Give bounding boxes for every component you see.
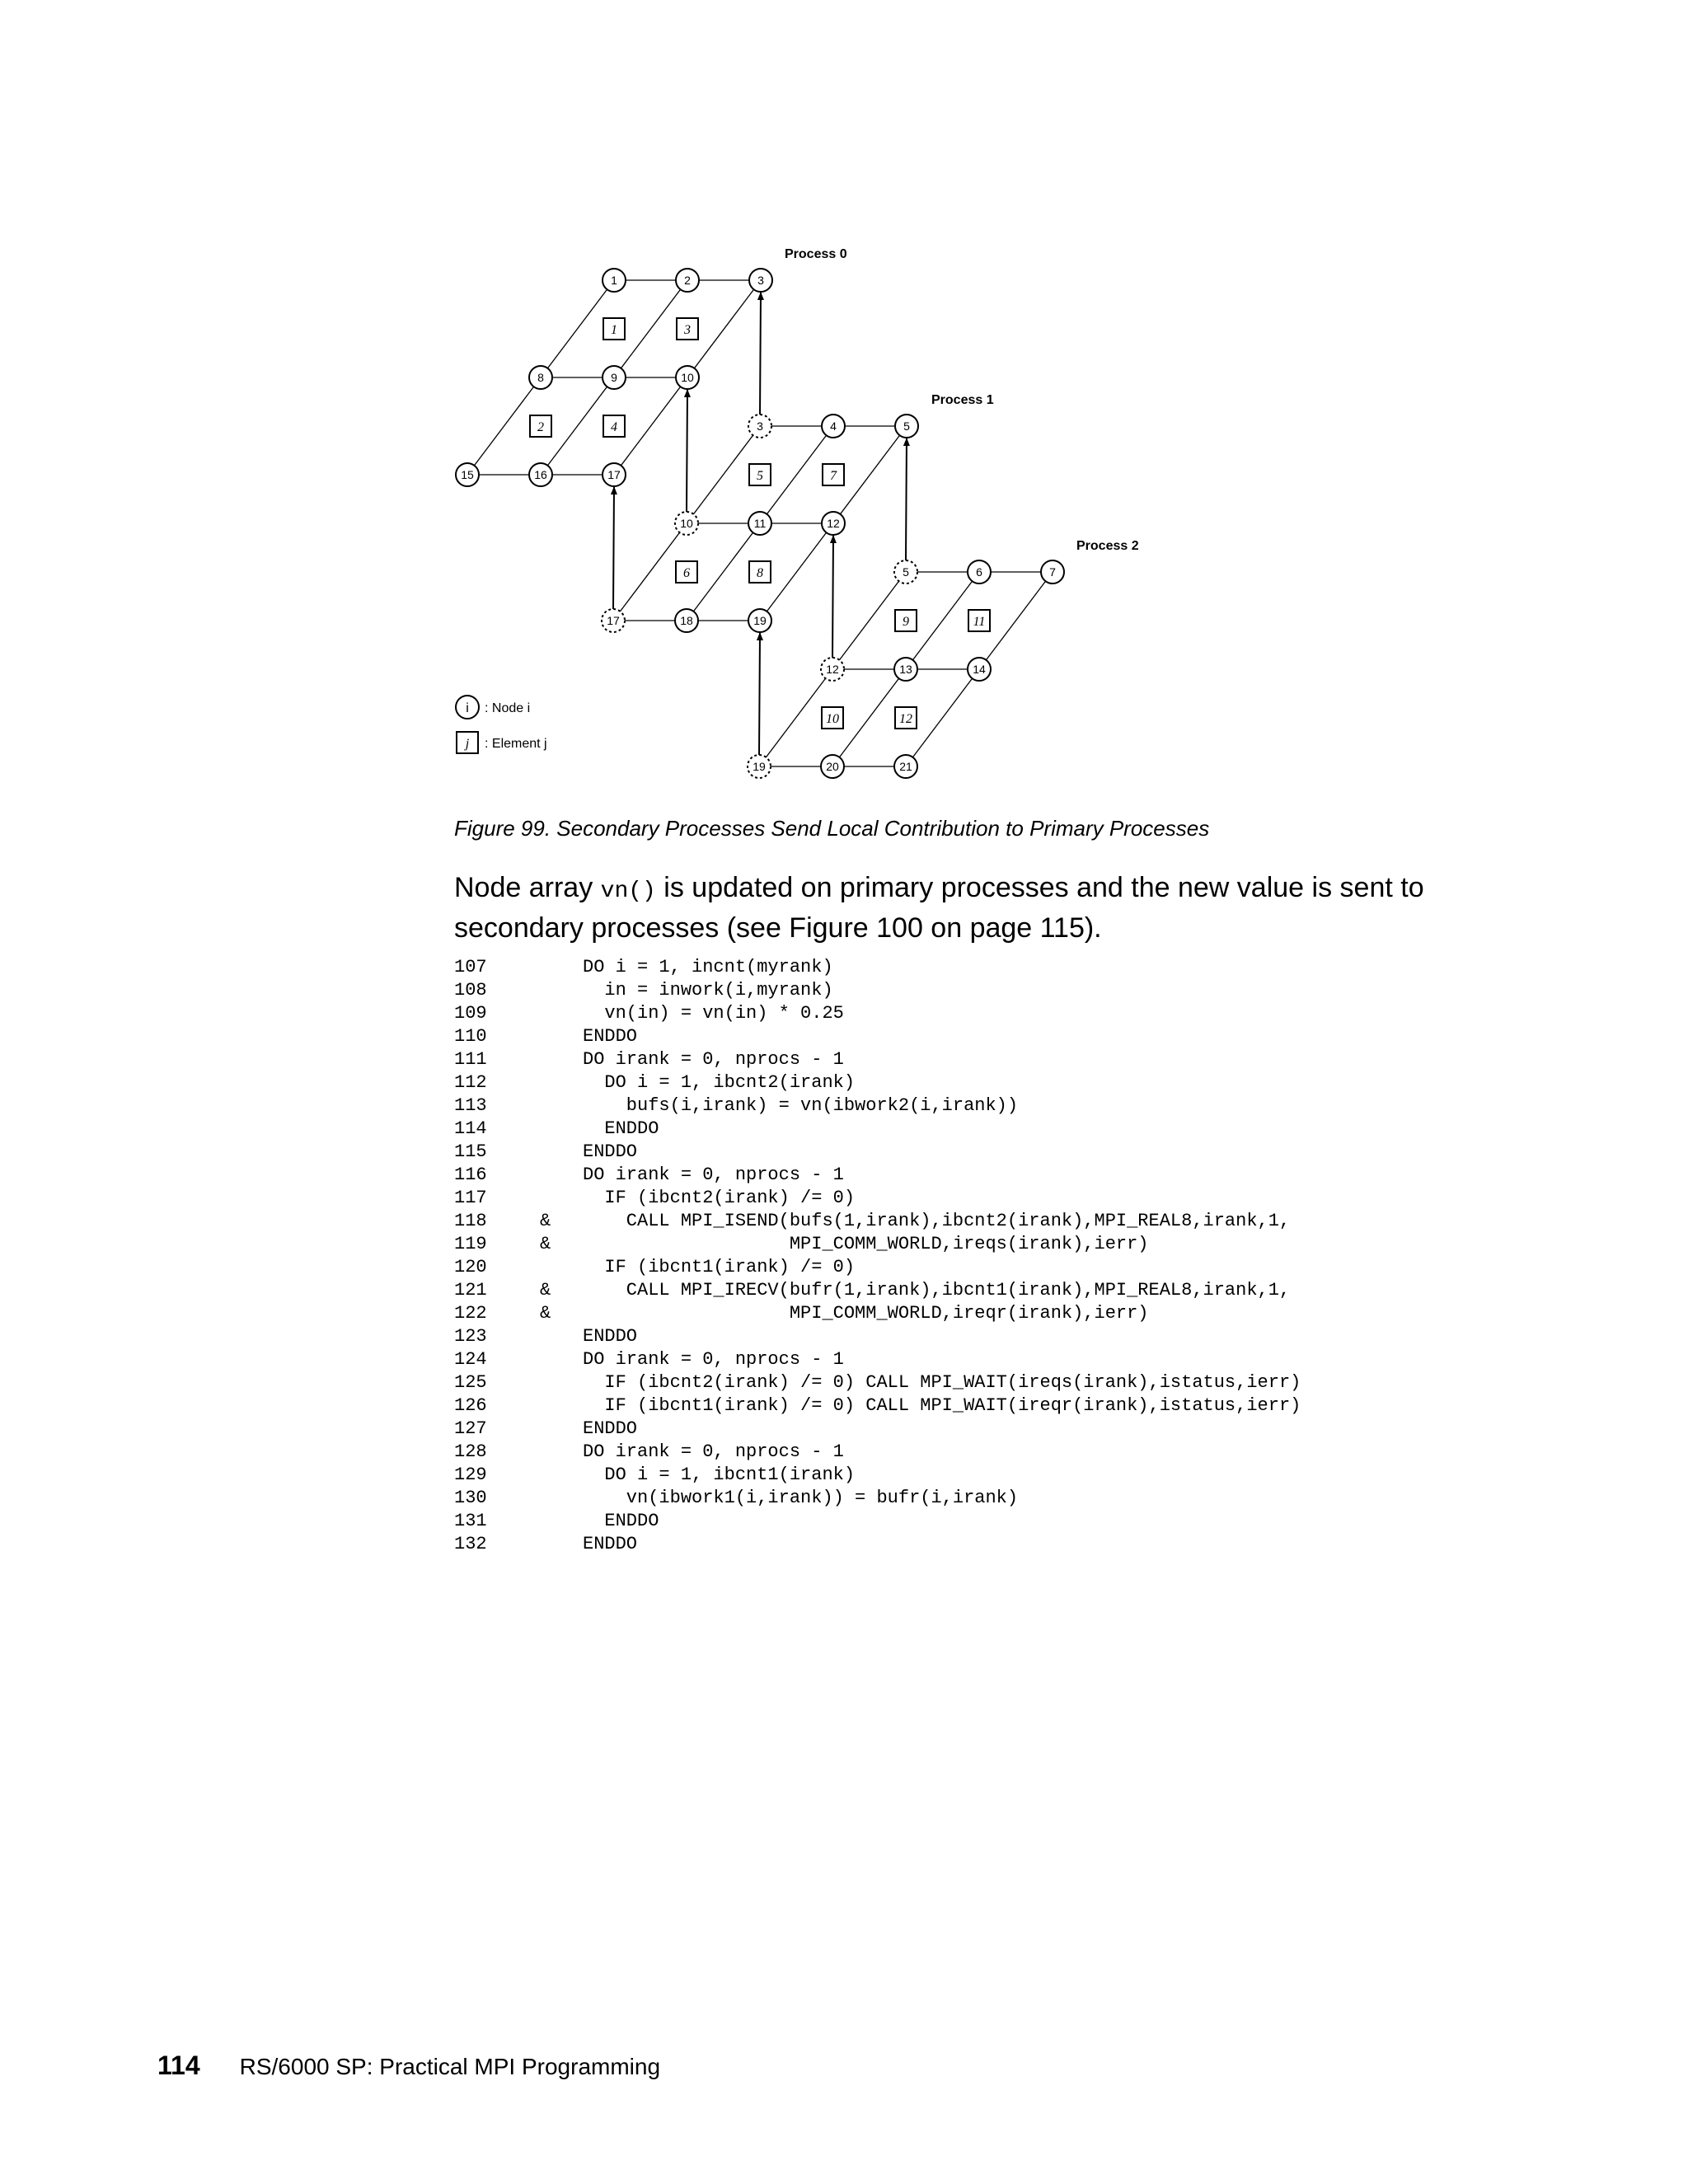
code-line-text: MPI_COMM_WORLD,ireqs(irank),ierr) — [583, 1234, 1149, 1254]
code-line-text: ENDDO — [583, 1326, 638, 1347]
code-line-number: 126 — [454, 1395, 487, 1416]
element-label: 8 — [757, 566, 763, 580]
code-line-text: ENDDO — [583, 1418, 638, 1439]
code-line — [454, 1049, 844, 1070]
node-label: 20 — [826, 760, 839, 773]
code-line — [454, 980, 833, 1001]
code-line-number: 116 — [454, 1165, 487, 1185]
mesh-partition-figure — [0, 0, 1688, 808]
element-label: 9 — [903, 615, 909, 629]
code-line-text: CALL MPI_IRECV(bufr(1,irank),ibcnt1(irank),MPI_REAL8,irank,1, — [583, 1280, 1291, 1301]
element-label: 3 — [684, 323, 691, 337]
node-label: 6 — [976, 565, 982, 579]
transfer-arrow — [759, 633, 760, 755]
code-listing — [454, 956, 1301, 1556]
code-line — [454, 1072, 855, 1093]
code-line — [454, 1441, 844, 1462]
code-line — [454, 1534, 637, 1554]
code-line — [454, 1257, 855, 1277]
code-line-text: IF (ibcnt1(irank) /= 0) CALL MPI_WAIT(ireqr(irank),istatus,ierr) — [583, 1395, 1301, 1416]
code-line-number: 115 — [454, 1141, 487, 1162]
code-line-number: 128 — [454, 1441, 487, 1462]
element-label: 4 — [611, 420, 617, 434]
code-line-number: 117 — [454, 1188, 487, 1208]
code-line-number: 107 — [454, 957, 487, 977]
code-line-number: 123 — [454, 1326, 487, 1347]
transfer-arrow — [906, 438, 907, 560]
code-line-number: 122 — [454, 1303, 487, 1324]
code-line-number: 111 — [454, 1049, 487, 1070]
code-line — [454, 1188, 855, 1208]
code-line-number: 127 — [454, 1418, 487, 1439]
code-continuation-mark: & — [540, 1234, 551, 1254]
paragraph-code: vn() — [600, 879, 656, 904]
legend-node-symbol-text: i — [466, 701, 469, 715]
paragraph-text-after: is updated on primary processes and the new value is sent to secondary processes (see Figure 100 on page 115). — [454, 872, 1424, 944]
code-line — [454, 1395, 1301, 1416]
code-line-number: 130 — [454, 1488, 487, 1508]
legend-node-label: : Node i — [485, 701, 531, 715]
element-label: 2 — [537, 420, 544, 434]
body-paragraph — [454, 869, 1460, 946]
node-label: 17 — [607, 614, 620, 627]
transfer-arrow — [760, 293, 761, 415]
node-label: 5 — [903, 565, 909, 579]
code-line — [454, 1372, 1301, 1393]
code-line-text: ENDDO — [583, 1511, 659, 1531]
page-footer — [157, 2050, 660, 2081]
process-label-1: Process 1 — [931, 393, 994, 407]
code-line-text: MPI_COMM_WORLD,ireqr(irank),ierr) — [583, 1303, 1149, 1324]
code-line — [454, 1003, 844, 1024]
code-line-text: IF (ibcnt2(irank) /= 0) — [583, 1188, 856, 1208]
code-line-text: vn(in) = vn(in) * 0.25 — [583, 1003, 844, 1024]
code-line-number: 121 — [454, 1280, 487, 1301]
code-line-text: ENDDO — [583, 1141, 638, 1162]
element-label: 7 — [830, 469, 837, 483]
code-line-text: DO i = 1, ibcnt1(irank) — [583, 1465, 856, 1485]
legend — [456, 696, 547, 753]
code-line — [454, 1303, 1149, 1324]
code-line — [454, 1118, 659, 1139]
code-line-number: 120 — [454, 1257, 487, 1277]
code-line — [454, 1511, 659, 1531]
node-label: 2 — [684, 274, 691, 287]
node-label: 16 — [534, 468, 547, 481]
node-label: 15 — [461, 468, 474, 481]
element-label: 5 — [757, 469, 763, 483]
code-line-number: 132 — [454, 1534, 487, 1554]
code-continuation-mark: & — [540, 1211, 551, 1231]
code-line-number: 125 — [454, 1372, 487, 1393]
code-line-number: 131 — [454, 1511, 487, 1531]
legend-element-symbol-text: j — [465, 737, 470, 751]
code-line-number: 119 — [454, 1234, 487, 1254]
node-label: 9 — [611, 371, 617, 384]
element-label: 11 — [973, 615, 986, 629]
page-number: 114 — [157, 2050, 200, 2080]
code-line — [454, 1026, 637, 1047]
code-line — [454, 1349, 844, 1370]
code-line-text: ENDDO — [583, 1026, 638, 1047]
paragraph-text-before: Node array — [454, 872, 601, 903]
code-line — [454, 1488, 1018, 1508]
node-label: 21 — [899, 760, 912, 773]
book-title: RS/6000 SP: Practical MPI Programming — [239, 2054, 661, 2079]
element-label: 1 — [611, 323, 617, 337]
code-line — [454, 1234, 1149, 1254]
code-line-number: 113 — [454, 1095, 487, 1116]
element-label: 12 — [899, 712, 912, 726]
node-label: 19 — [753, 760, 766, 773]
code-line-text: in = inwork(i,myrank) — [583, 980, 833, 1001]
node-label: 11 — [753, 517, 767, 530]
code-line-text: IF (ibcnt1(irank) /= 0) — [583, 1257, 856, 1277]
node-label: 17 — [607, 468, 621, 481]
code-line-number: 124 — [454, 1349, 487, 1370]
code-line-number: 108 — [454, 980, 487, 1001]
code-line-number: 129 — [454, 1465, 487, 1485]
node-label: 12 — [826, 663, 839, 676]
figure-caption: Figure 99. Secondary Processes Send Local Contribution to Primary Processes — [454, 816, 1210, 841]
process-label-0: Process 0 — [785, 247, 847, 261]
node-label: 10 — [680, 517, 693, 530]
code-continuation-mark: & — [540, 1303, 551, 1324]
code-line-text: DO irank = 0, nprocs - 1 — [583, 1349, 844, 1370]
element-label: 6 — [683, 566, 690, 580]
node-label: 7 — [1049, 565, 1056, 579]
code-line-text: ENDDO — [583, 1534, 638, 1554]
node-label: 13 — [899, 663, 912, 676]
node-label: 8 — [537, 371, 544, 384]
code-line-text: DO irank = 0, nprocs - 1 — [583, 1441, 844, 1462]
code-line-number: 118 — [454, 1211, 487, 1231]
code-line — [454, 1165, 844, 1185]
transfer-arrow — [832, 536, 833, 658]
element-label: 10 — [826, 712, 839, 726]
node-label: 3 — [757, 274, 764, 287]
code-line-text: DO i = 1, ibcnt2(irank) — [583, 1072, 856, 1093]
code-line-text: DO irank = 0, nprocs - 1 — [583, 1049, 844, 1070]
code-line — [454, 1280, 1290, 1301]
node-label: 14 — [973, 663, 986, 676]
code-continuation-mark: & — [540, 1280, 551, 1301]
transfer-arrow — [613, 487, 614, 609]
code-line — [454, 1465, 855, 1485]
node-label: 18 — [680, 614, 693, 627]
code-line-text: ENDDO — [583, 1118, 659, 1139]
code-line-text: DO i = 1, incnt(myrank) — [583, 957, 833, 977]
node-label: 5 — [903, 419, 910, 433]
code-line — [454, 1141, 637, 1162]
code-line-number: 114 — [454, 1118, 487, 1139]
code-line — [454, 1211, 1290, 1231]
code-line — [454, 1095, 1018, 1116]
code-line-text: DO irank = 0, nprocs - 1 — [583, 1165, 844, 1185]
code-line — [454, 1418, 637, 1439]
code-line-text: bufs(i,irank) = vn(ibwork2(i,irank)) — [583, 1095, 1019, 1116]
code-line-number: 112 — [454, 1072, 487, 1093]
node-label: 4 — [830, 419, 837, 433]
code-line-text: CALL MPI_ISEND(bufs(1,irank),ibcnt2(irank),MPI_REAL8,irank,1, — [583, 1211, 1291, 1231]
node-label: 1 — [611, 274, 617, 287]
code-line-number: 109 — [454, 1003, 487, 1024]
node-label: 19 — [753, 614, 767, 627]
node-label: 3 — [757, 419, 763, 433]
process-label-2: Process 2 — [1076, 539, 1139, 553]
node-label: 12 — [827, 517, 840, 530]
code-line-text: IF (ibcnt2(irank) /= 0) CALL MPI_WAIT(ireqs(irank),istatus,ierr) — [583, 1372, 1301, 1393]
code-line — [454, 957, 833, 977]
node-label: 10 — [681, 371, 694, 384]
code-line-text: vn(ibwork1(i,irank)) = bufr(i,irank) — [583, 1488, 1019, 1508]
code-line-number: 110 — [454, 1026, 487, 1047]
legend-element-label: : Element j — [485, 737, 547, 751]
code-line — [454, 1326, 637, 1347]
